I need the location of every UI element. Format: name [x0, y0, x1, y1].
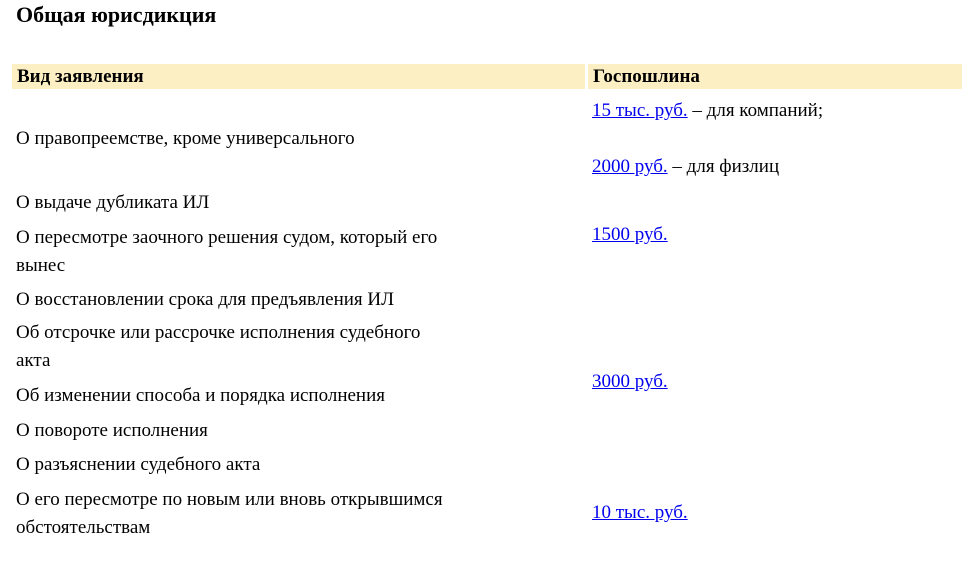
row-succession-label: О правопреемстве, кроме универсального [16, 128, 355, 149]
fee-new-circumstances [592, 500, 688, 526]
row-clarification-label: О разъяснении судебного акта [16, 454, 261, 475]
row-deferral-label-line1: Об отсрочке или рассрочке исполнения судебного [16, 322, 421, 343]
header-cell-application-type [12, 64, 585, 89]
row-default-judgment-label-line2: вынес [16, 255, 66, 276]
fee-individuals [592, 154, 779, 180]
fee-default-judgment [592, 222, 668, 248]
row-method-change-label: Об изменении способа и порядка исполнения [16, 385, 386, 406]
fee-link-1500[interactable]: 1500 руб. [592, 224, 668, 245]
page-title: Общая юрисдикция [16, 2, 217, 27]
row-deferral-label-line2: акта [16, 350, 51, 371]
header-cell-state-fee [588, 64, 962, 89]
row-deadline-restore-label: О восстановлении срока для предъявления ИЛ [16, 289, 395, 310]
fee-link-10k[interactable]: 10 тыс. руб. [592, 502, 688, 523]
fee-link-3000[interactable]: 3000 руб. [592, 371, 668, 392]
row-default-judgment-label-line1: О пересмотре заочного решения судом, который его [16, 227, 438, 248]
row-new-circumstances-label-line1: О его пересмотре по новым или вновь открывшимся [16, 489, 443, 510]
row-new-circumstances-label-line2: обстоятельствам [16, 517, 151, 538]
row-reversal-label: О повороте исполнения [16, 420, 208, 441]
header-label-application-type: Вид заявления [17, 66, 144, 87]
fee-companies-suffix: – для компаний; [687, 100, 824, 121]
fee-companies [592, 98, 823, 124]
fee-link-15k[interactable]: 15 тыс. руб. [592, 100, 688, 121]
row-duplicate-label: О выдаче дубликата ИЛ [16, 192, 210, 213]
fee-link-2000[interactable]: 2000 руб. [592, 156, 668, 177]
fee-enforcement [592, 369, 668, 395]
header-label-state-fee: Госпошлина [593, 66, 700, 87]
fee-individuals-suffix: – для физлиц [667, 156, 780, 177]
